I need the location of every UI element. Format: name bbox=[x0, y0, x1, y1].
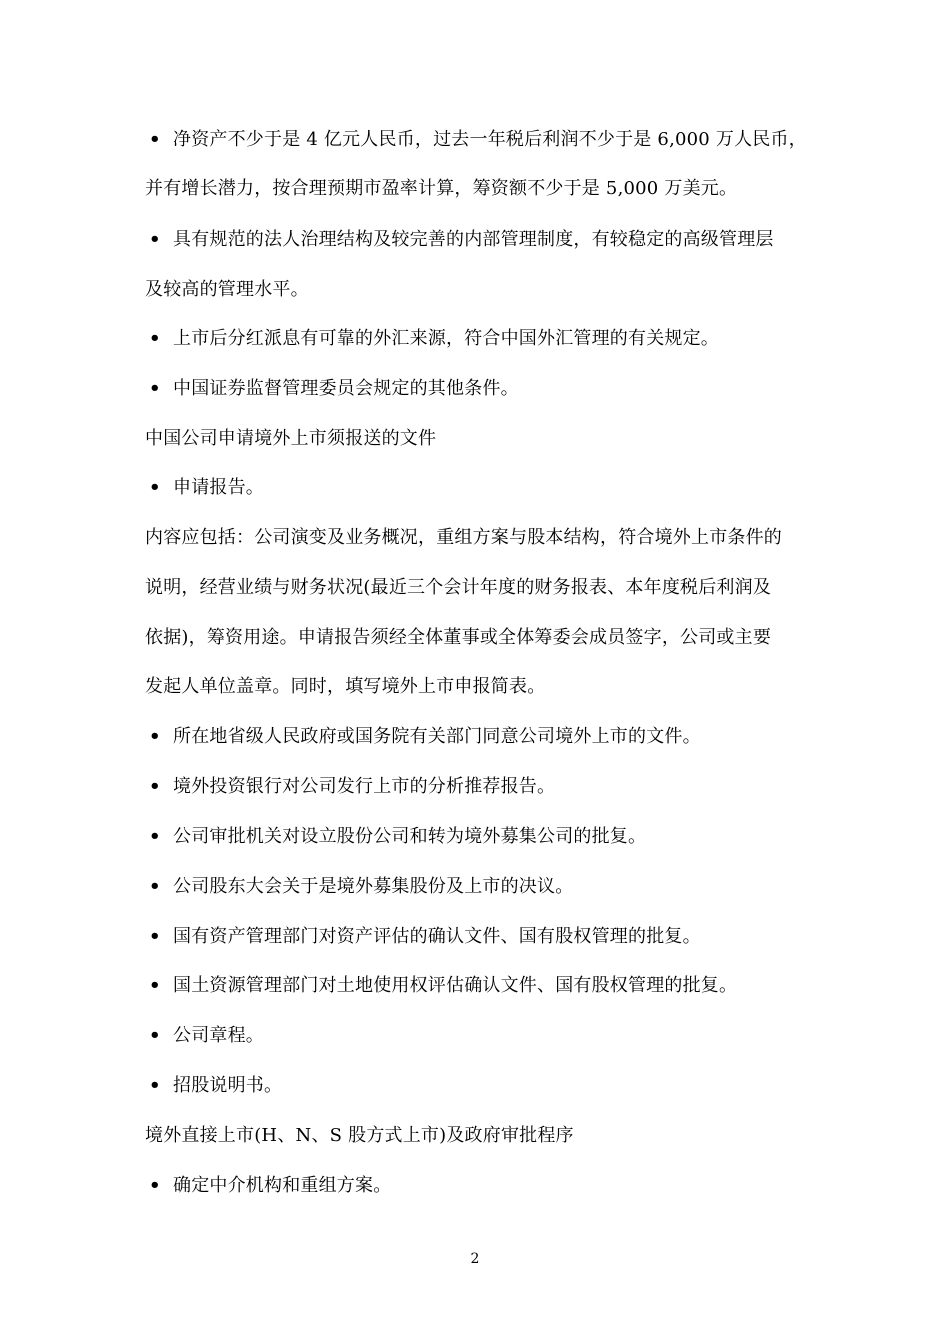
bullet-marker: • bbox=[149, 1025, 161, 1046]
text-line bbox=[145, 177, 815, 201]
line-text: 公司章程。 bbox=[173, 1025, 264, 1046]
bullet-line bbox=[145, 1024, 815, 1048]
bullet-line bbox=[145, 327, 815, 351]
line-text: 中国证券监督管理委员会规定的其他条件。 bbox=[173, 378, 519, 399]
text-line bbox=[145, 576, 815, 600]
bullet-marker: • bbox=[149, 826, 161, 847]
bullet-marker: • bbox=[149, 726, 161, 747]
bullet-marker: • bbox=[149, 776, 161, 797]
line-text: 申请报告。 bbox=[173, 477, 264, 498]
bullet-line bbox=[145, 1174, 815, 1198]
bullet-marker: • bbox=[149, 926, 161, 947]
text-line bbox=[145, 626, 815, 650]
bullet-line bbox=[145, 725, 815, 749]
bullet-line bbox=[145, 377, 815, 401]
line-text: 具有规范的法人治理结构及较完善的内部管理制度，有较稳定的高级管理层 bbox=[173, 229, 774, 250]
text-line bbox=[145, 278, 815, 302]
line-text: 内容应包括：公司演变及业务概况，重组方案与股本结构，符合境外上市条件的 bbox=[145, 527, 782, 548]
line-text: 并有增长潜力，按合理预期市盈率计算，筹资额不少于是 5,000 万美元。 bbox=[145, 178, 738, 199]
page-number: 2 bbox=[470, 1251, 480, 1267]
text-line bbox=[145, 675, 815, 699]
bullet-line bbox=[145, 974, 815, 998]
line-text: 公司审批机关对设立股份公司和转为境外募集公司的批复。 bbox=[173, 826, 647, 847]
bullet-marker: • bbox=[149, 1175, 161, 1196]
line-text: 国土资源管理部门对土地使用权评估确认文件、国有股权管理的批复。 bbox=[173, 975, 738, 996]
line-text: 依据)，筹资用途。申请报告须经全体董事或全体筹委会成员签字，公司或主要 bbox=[145, 627, 772, 648]
section-heading bbox=[145, 427, 815, 451]
bullet-line bbox=[145, 128, 815, 152]
line-text: 国有资产管理部门对资产评估的确认文件、国有股权管理的批复。 bbox=[173, 926, 701, 947]
line-text: 境外投资银行对公司发行上市的分析推荐报告。 bbox=[173, 776, 556, 797]
bullet-marker: • bbox=[149, 378, 161, 399]
line-text: 上市后分红派息有可靠的外汇来源，符合中国外汇管理的有关规定。 bbox=[173, 328, 719, 349]
bullet-line bbox=[145, 775, 815, 799]
line-text: 说明，经营业绩与财务状况(最近三个会计年度的财务报表、本年度税后利润及 bbox=[145, 577, 772, 598]
line-text: 发起人单位盖章。同时，填写境外上市申报简表。 bbox=[145, 676, 546, 697]
line-text: 境外直接上市(H、N、S 股方式上市)及政府审批程序 bbox=[145, 1125, 574, 1146]
line-text: 中国公司申请境外上市须报送的文件 bbox=[145, 428, 437, 449]
line-text: 净资产不少于是 4 亿元人民币，过去一年税后利润不少于是 6,000 万人民币， bbox=[173, 129, 807, 150]
bullet-marker: • bbox=[149, 229, 161, 250]
line-text: 公司股东大会关于是境外募集股份及上市的决议。 bbox=[173, 876, 574, 897]
bullet-line bbox=[145, 925, 815, 949]
bullet-line bbox=[145, 228, 815, 252]
bullet-line bbox=[145, 875, 815, 899]
text-line bbox=[145, 526, 815, 550]
bullet-marker: • bbox=[149, 477, 161, 498]
section-heading bbox=[145, 1124, 815, 1148]
line-text: 及较高的管理水平。 bbox=[145, 279, 309, 300]
bullet-marker: • bbox=[149, 975, 161, 996]
line-text: 确定中介机构和重组方案。 bbox=[173, 1175, 392, 1196]
bullet-marker: • bbox=[149, 328, 161, 349]
line-text: 招股说明书。 bbox=[173, 1075, 283, 1096]
bullet-marker: • bbox=[149, 876, 161, 897]
bullet-line bbox=[145, 1074, 815, 1098]
bullet-marker: • bbox=[149, 1075, 161, 1096]
bullet-line bbox=[145, 825, 815, 849]
line-text: 所在地省级人民政府或国务院有关部门同意公司境外上市的文件。 bbox=[173, 726, 701, 747]
bullet-marker: • bbox=[149, 129, 161, 150]
bullet-line bbox=[145, 476, 815, 500]
